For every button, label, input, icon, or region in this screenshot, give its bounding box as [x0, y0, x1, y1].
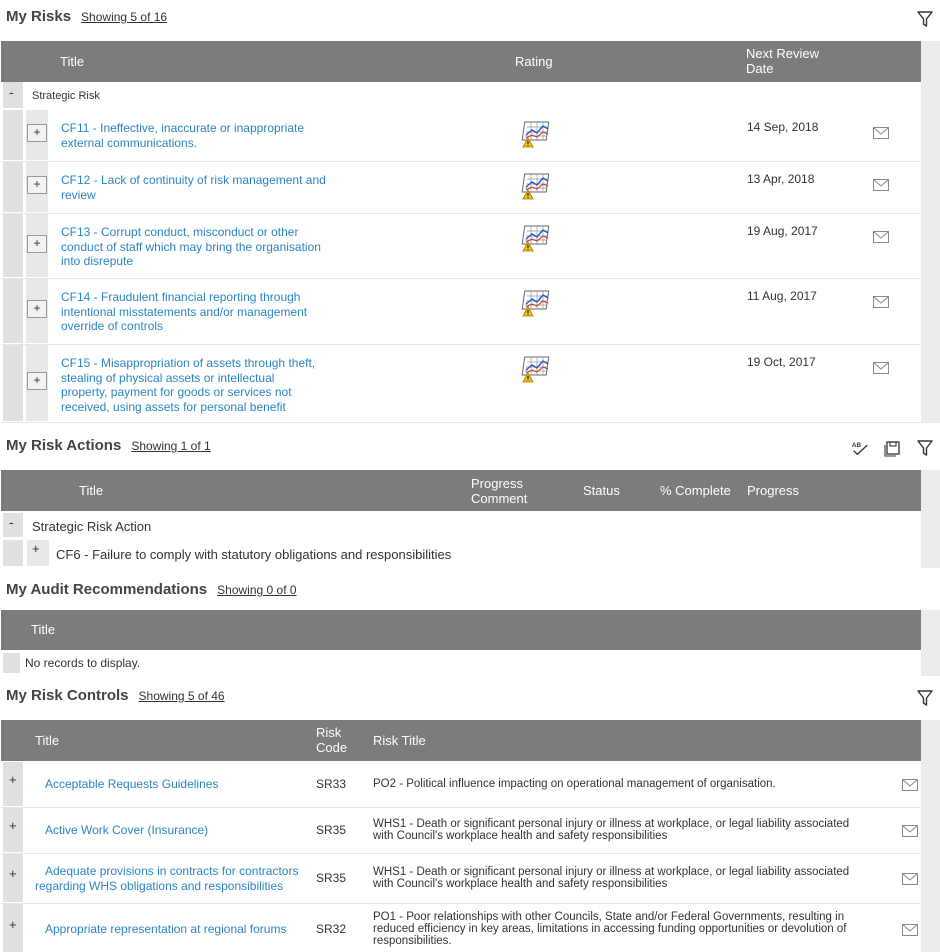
- risk-title: WHS1 - Death or significant personal injury or illness at workplace, or legal liability associated with Council's workplace health and safety responsibilities: [373, 866, 850, 890]
- spellcheck-icon[interactable]: [850, 438, 870, 458]
- showing-count[interactable]: Showing 0 of 0: [217, 583, 297, 597]
- control-title-link[interactable]: Adequate provisions in contracts for contractors regarding WHS obligations and responsibilities: [35, 864, 299, 893]
- expand-row-button[interactable]: +: [27, 300, 47, 318]
- save-icon[interactable]: [883, 438, 903, 458]
- empty-message: No records to display.: [25, 656, 141, 670]
- table-row: [1, 110, 921, 162]
- section-title: My Risk Actions: [6, 437, 122, 454]
- row-gutter: [3, 214, 23, 277]
- section-title: My Risk Controls: [6, 687, 129, 704]
- col-risk-title[interactable]: Risk Title: [373, 733, 426, 748]
- next-review-date: 13 Apr, 2018: [747, 172, 815, 186]
- risks-scrollbar[interactable]: [921, 41, 940, 423]
- risks-grid: [1, 41, 921, 423]
- mail-icon[interactable]: [873, 296, 889, 308]
- table-row: [1, 345, 921, 423]
- mail-icon[interactable]: [873, 127, 889, 139]
- next-review-date: 11 Aug, 2017: [747, 289, 817, 303]
- risk-code: SR35: [316, 871, 347, 885]
- control-title-link[interactable]: Acceptable Requests Guidelines: [45, 777, 219, 791]
- col-title[interactable]: Title: [35, 733, 60, 748]
- col-status[interactable]: Status: [583, 483, 620, 498]
- table-row: [1, 854, 921, 904]
- grid-header: [1, 41, 921, 82]
- risk-controls-grid: [1, 720, 921, 952]
- risk-title-link[interactable]: CF12 - Lack of continuity of risk management and review: [61, 173, 326, 202]
- expand-row-button[interactable]: +: [32, 541, 40, 556]
- table-row: [1, 162, 921, 214]
- collapse-group-button[interactable]: -: [9, 84, 14, 100]
- showing-count[interactable]: Showing 5 of 16: [81, 10, 168, 24]
- group-label: Strategic Risk: [32, 90, 100, 102]
- my-risk-actions-heading: [6, 437, 211, 454]
- group-label: Strategic Risk Action: [32, 519, 152, 534]
- actions-scrollbar[interactable]: [921, 470, 940, 568]
- risk-title-link[interactable]: CF14 - Fraudulent financial reporting through intentional misstatements and/or management override of controls: [61, 290, 308, 333]
- risk-title-link[interactable]: CF13 - Corrupt conduct, misconduct or other conduct of staff which may bring the organisation into disrepute: [61, 225, 321, 268]
- grid-header: [1, 610, 921, 650]
- risk-rating-chart-icon: [521, 224, 551, 252]
- action-row-title[interactable]: CF6 - Failure to comply with statutory obligations and responsibilities: [56, 547, 452, 562]
- table-row: [1, 214, 921, 279]
- filter-icon[interactable]: [915, 9, 935, 29]
- col-progress-comment[interactable]: Progress Comment: [471, 476, 528, 506]
- row-gutter: [3, 345, 23, 421]
- filter-icon[interactable]: [915, 688, 935, 708]
- my-audit-recommendations-heading: [6, 581, 297, 598]
- showing-count[interactable]: Showing 5 of 46: [138, 689, 225, 703]
- risk-title: PO1 - Poor relationships with other Councils, State and/or Federal Governments, resulting in reduced efficiency in key areas, limitations in accessing funding opportunities or devolution of responsibilities.: [373, 911, 847, 947]
- expand-row-button[interactable]: +: [9, 818, 17, 833]
- col-title[interactable]: Title: [60, 54, 85, 69]
- section-title: My Risks: [6, 8, 72, 25]
- next-review-date: 14 Sep, 2018: [747, 120, 819, 134]
- risk-actions-grid: [1, 470, 921, 568]
- risk-rating-chart-icon: [521, 172, 551, 200]
- risk-title-link[interactable]: CF15 - Misappropriation of assets through theft, stealing of physical assets or intellectual property, payment for goods or services not received, using assets for personal benefit: [61, 356, 316, 414]
- controls-scrollbar[interactable]: [921, 720, 940, 952]
- filter-icon[interactable]: [915, 438, 935, 458]
- risk-code: SR32: [316, 922, 347, 936]
- mail-icon[interactable]: [902, 779, 918, 791]
- expand-row-button[interactable]: +: [9, 917, 17, 932]
- showing-count[interactable]: Showing 1 of 1: [131, 439, 211, 453]
- mail-icon[interactable]: [902, 825, 918, 837]
- expand-row-button[interactable]: +: [9, 772, 17, 787]
- risk-title: PO2 - Political influence impacting on operational management of organisation.: [373, 778, 776, 790]
- expand-row-button[interactable]: +: [27, 235, 47, 253]
- next-review-date: 19 Aug, 2017: [747, 224, 818, 238]
- audit-grid: [1, 610, 921, 676]
- col-next-review[interactable]: Next Review Date: [746, 46, 819, 76]
- expand-row-button[interactable]: +: [27, 124, 47, 142]
- row-gutter: [3, 110, 23, 160]
- risk-code: SR33: [316, 777, 347, 791]
- control-title-link[interactable]: Active Work Cover (Insurance): [45, 823, 209, 837]
- risk-rating-chart-icon: [521, 355, 551, 383]
- col-rating[interactable]: Rating: [515, 54, 553, 69]
- risk-code: SR35: [316, 823, 347, 837]
- grid-header: [1, 720, 921, 761]
- section-title: My Audit Recommendations: [6, 581, 208, 598]
- col-risk-code[interactable]: Risk Code: [316, 725, 348, 755]
- my-risk-controls-heading: [6, 687, 225, 704]
- risk-title: WHS1 - Death or significant personal injury or illness at workplace, or legal liability associated with Council's workplace health and safety responsibilities: [373, 818, 850, 842]
- next-review-date: 19 Oct, 2017: [747, 355, 816, 369]
- mail-icon[interactable]: [873, 362, 889, 374]
- mail-icon[interactable]: [902, 924, 918, 936]
- table-row: [1, 808, 921, 854]
- risk-title-link[interactable]: CF11 - Ineffective, inaccurate or inappropriate external communications.: [61, 121, 305, 150]
- mail-icon[interactable]: [902, 873, 918, 885]
- col-progress[interactable]: Progress: [747, 483, 800, 498]
- col-title[interactable]: Title: [79, 483, 104, 498]
- row-gutter: [3, 540, 23, 566]
- my-risks-heading: [6, 8, 167, 25]
- col-complete[interactable]: % Complete: [660, 483, 731, 498]
- risk-rating-chart-icon: [521, 289, 551, 317]
- mail-icon[interactable]: [873, 179, 889, 191]
- expand-row-button[interactable]: +: [27, 176, 47, 194]
- table-row: [1, 279, 921, 345]
- control-title-link[interactable]: Appropriate representation at regional forums: [45, 922, 287, 936]
- risk-rating-chart-icon: [521, 120, 551, 148]
- row-gutter: [3, 653, 20, 673]
- audit-scrollbar[interactable]: [921, 610, 940, 676]
- table-row: [1, 762, 921, 808]
- col-title[interactable]: Title: [31, 622, 56, 637]
- table-row: [1, 904, 921, 952]
- row-gutter: [3, 279, 23, 343]
- expand-row-button[interactable]: +: [9, 866, 17, 881]
- mail-icon[interactable]: [873, 231, 889, 243]
- collapse-group-button[interactable]: -: [9, 514, 14, 530]
- grid-header: [1, 470, 921, 511]
- row-gutter: [3, 162, 23, 212]
- svg-text:AB: AB: [851, 442, 862, 450]
- expand-row-button[interactable]: +: [27, 372, 47, 390]
